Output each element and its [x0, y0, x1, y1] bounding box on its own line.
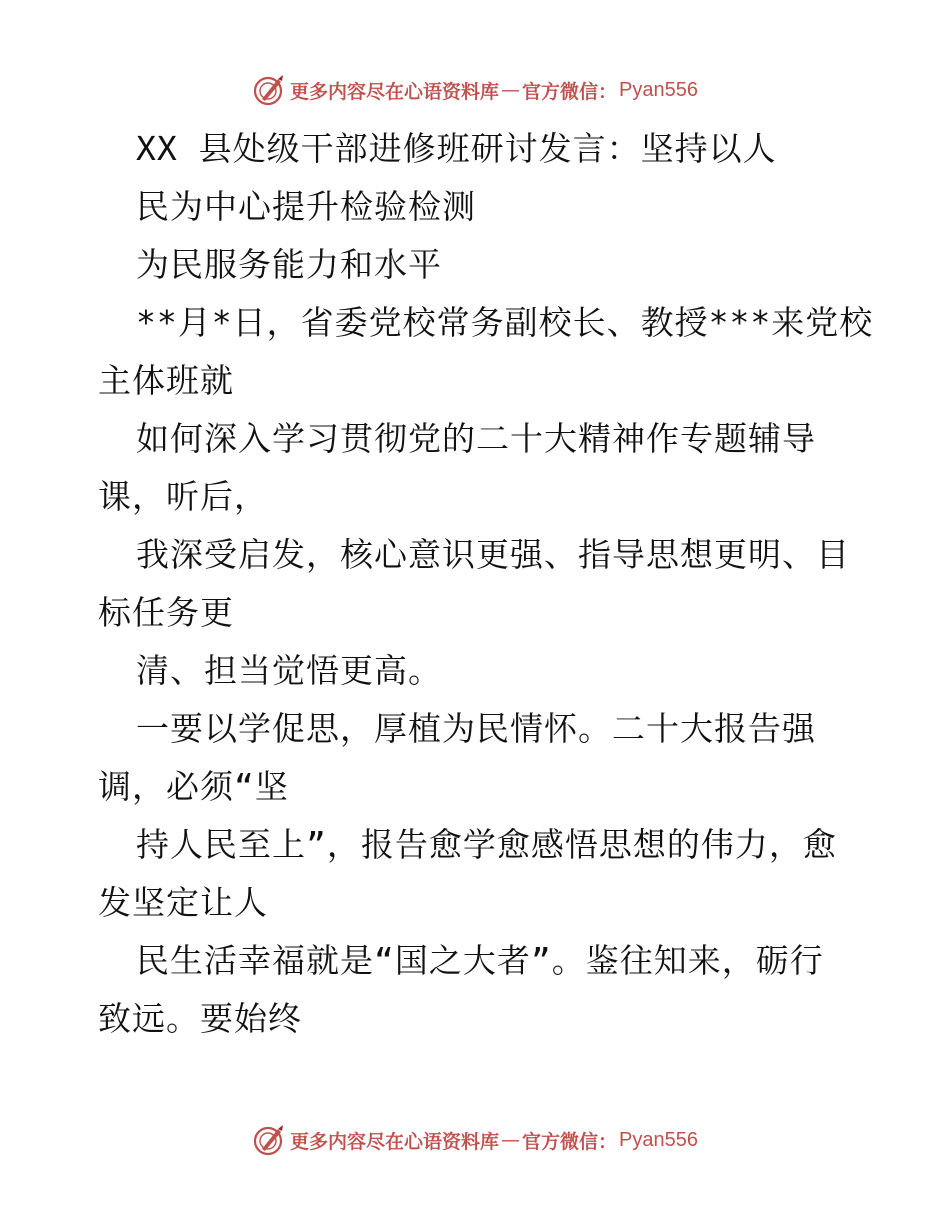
- banner-wechat-id: Pyan556: [619, 78, 698, 101]
- text-line: 我深受启发，核心意识更强、指导思想更明、目: [136, 535, 850, 574]
- banner-text: 更多内容尽在心语资料库: [290, 1130, 500, 1153]
- quill-logo-icon: [252, 1123, 286, 1157]
- text-line: 清、担当觉悟更高。: [136, 651, 442, 690]
- banner-wechat-label: 官方微信：: [522, 1130, 618, 1153]
- quill-logo-icon: [252, 73, 286, 107]
- text-line: 调，必须“坚: [98, 767, 289, 806]
- header-watermark-banner: [0, 70, 950, 110]
- text-line: 持人民至上”，报告愈学愈感悟思想的伟力，愈: [136, 825, 837, 864]
- text-line: 民为中心提升检验检测: [136, 187, 476, 226]
- banner-separator: —: [501, 79, 521, 101]
- text-line: 一要以学促思，厚植为民情怀。二十大报告强: [136, 709, 816, 748]
- banner-text: 更多内容尽在心语资料库: [290, 80, 500, 103]
- text-line: 民生活幸福就是“国之大者”。鉴往知来，砺行: [136, 941, 824, 980]
- footer-watermark-banner: [0, 1120, 950, 1160]
- text-line: 主体班就: [98, 361, 234, 400]
- text-line: 标任务更: [98, 593, 234, 632]
- banner-separator: —: [501, 1129, 521, 1151]
- text-line: 为民服务能力和水平: [136, 245, 442, 284]
- document-body: [98, 120, 874, 1048]
- text-line: **月*日，省委党校常务副校长、教授***来党校: [136, 303, 874, 342]
- text-line: 课，听后，: [98, 477, 268, 516]
- text-line: XX 县处级干部进修班研讨发言：坚持以人: [136, 129, 777, 168]
- text-line: 如何深入学习贯彻党的二十大精神作专题辅导: [136, 419, 816, 458]
- banner-wechat-label: 官方微信：: [522, 80, 618, 103]
- banner-wechat-id: Pyan556: [619, 1128, 698, 1151]
- text-line: 发坚定让人: [98, 883, 268, 922]
- text-line: 致远。要始终: [98, 999, 302, 1038]
